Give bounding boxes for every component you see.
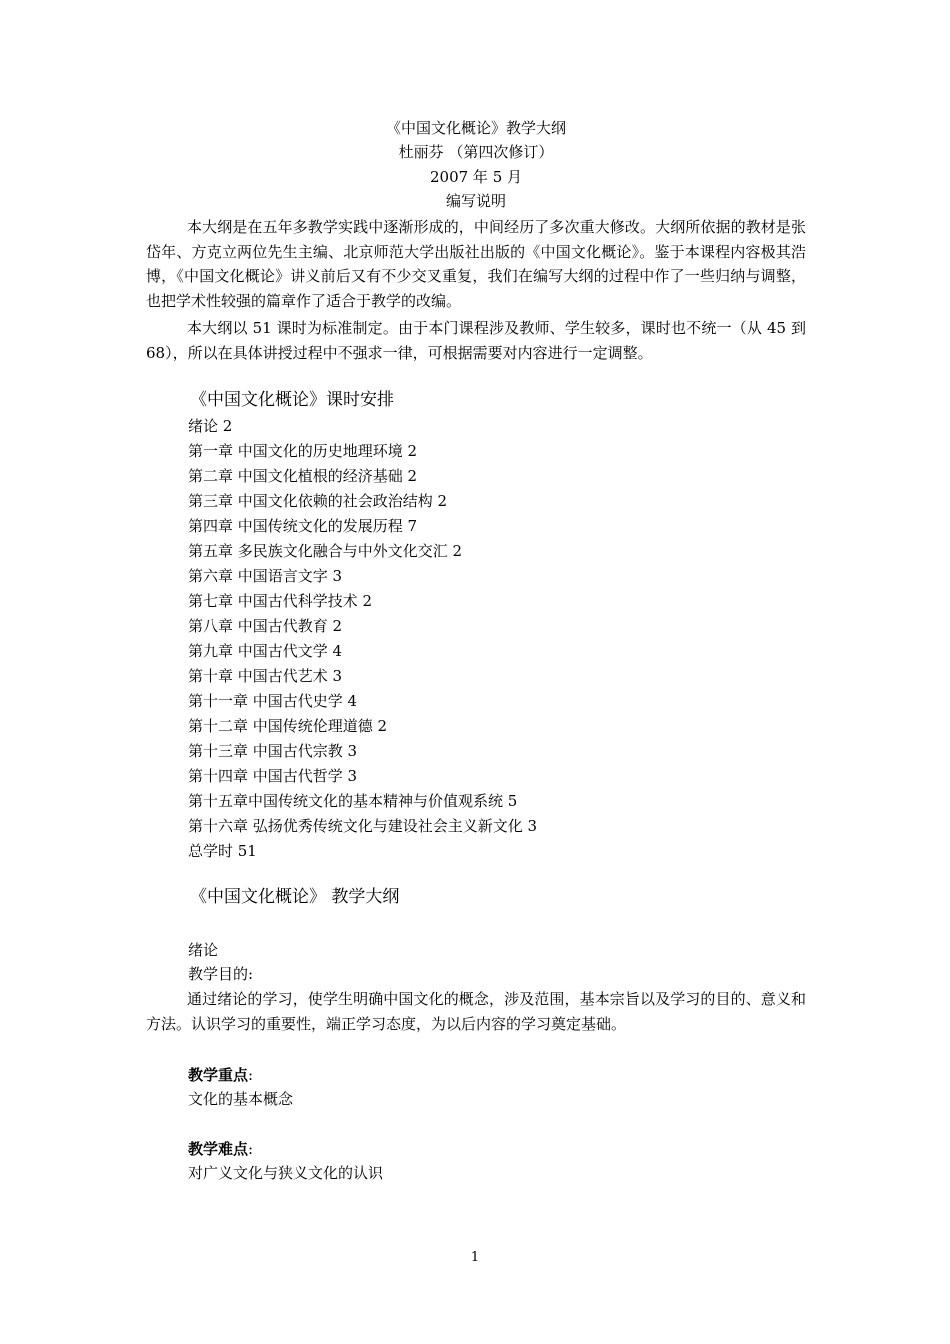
- author-line: 杜丽芬 （第四次修订）: [398, 143, 554, 161]
- schedule-item: 第二章 中国文化植根的经济基础 2: [188, 467, 418, 485]
- key-points-label: 教学重点: [188, 1066, 249, 1084]
- schedule-item: 第五章 多民族文化融合与中外文化交汇 2: [188, 542, 463, 560]
- difficulties-line: [188, 1138, 253, 1160]
- schedule-item: 第八章 中国古代教育 2: [188, 617, 343, 635]
- schedule-item: 第十五章中国传统文化的基本精神与价值观系统 5: [188, 792, 518, 810]
- key-points-colon: :: [248, 1066, 254, 1084]
- key-points-line: [188, 1064, 253, 1086]
- document-title: 《中国文化概论》教学大纲: [385, 119, 566, 137]
- schedule-total: 总学时 51: [188, 842, 257, 860]
- schedule-item: 第十六章 弘扬优秀传统文化与建设社会主义新文化 3: [188, 817, 538, 835]
- objective-text: 通过绪论的学习，使学生明确中国文化的概念，涉及范围，基本宗旨以及学习的目的、意义和方法。认识学习的重要性，端正学习态度，为以后内容的学习奠定基础。: [146, 990, 806, 1033]
- key-points-text: 文化的基本概念: [188, 1090, 294, 1108]
- difficulties-colon: :: [248, 1140, 254, 1158]
- schedule-item: 第十三章 中国古代宗教 3: [188, 742, 358, 760]
- schedule-item: 第十一章 中国古代史学 4: [188, 692, 358, 710]
- schedule-item: 第三章 中国文化依赖的社会政治结构 2: [188, 492, 448, 510]
- schedule-item: 第六章 中国语言文字 3: [188, 567, 343, 585]
- schedule-item: 第十章 中国古代艺术 3: [188, 667, 343, 685]
- intro-paragraph-2: 本大纲以 51 课时为标准制定。由于本门课程涉及教师、学生较多，课时也不统一（从 45 到 68），所以在具体讲授过程中不强求一律，可根据需要对内容进行一定调整。: [146, 319, 806, 362]
- schedule-item: 第十四章 中国古代哲学 3: [188, 767, 358, 785]
- schedule-item: 第七章 中国古代科学技术 2: [188, 592, 373, 610]
- intro-chapter-title: 绪论: [188, 941, 219, 959]
- difficulties-label: 教学难点: [188, 1140, 249, 1158]
- schedule-list: [188, 414, 537, 864]
- schedule-item: 第十二章 中国传统伦理道德 2: [188, 717, 388, 735]
- intro-paragraph-1: 本大纲是在五年多教学实践中逐渐形成的，中间经历了多次重大修改。大纲所依据的教材是张岱年、方克立两位先生主编、北京师范大学出版社出版的《中国文化概论》。鉴于本课程内容极其浩博，《中国文化概论》讲义前后又有不少交叉重复，我们在编写大纲的过程中作了一些归纳与调整，也把学术性较强的篇章作了适合于教学的改编。: [146, 218, 806, 311]
- syllabus-heading: 《中国文化概论》 教学大纲: [190, 887, 400, 907]
- schedule-item: 第四章 中国传统文化的发展历程 7: [188, 517, 418, 535]
- schedule-item: 绪论 2: [188, 417, 233, 435]
- date-line: 2007 年 5 月: [429, 168, 523, 186]
- schedule-heading: 《中国文化概论》课时安排: [190, 390, 394, 410]
- section-title: 编写说明: [445, 192, 506, 210]
- objective-label: 教学目的:: [188, 965, 254, 983]
- schedule-item: 第一章 中国文化的历史地理环境 2: [188, 442, 418, 460]
- schedule-item: 第九章 中国古代文学 4: [188, 642, 343, 660]
- page-number: 1: [470, 1250, 480, 1265]
- difficulties-text: 对广义文化与狭义文化的认识: [188, 1164, 384, 1182]
